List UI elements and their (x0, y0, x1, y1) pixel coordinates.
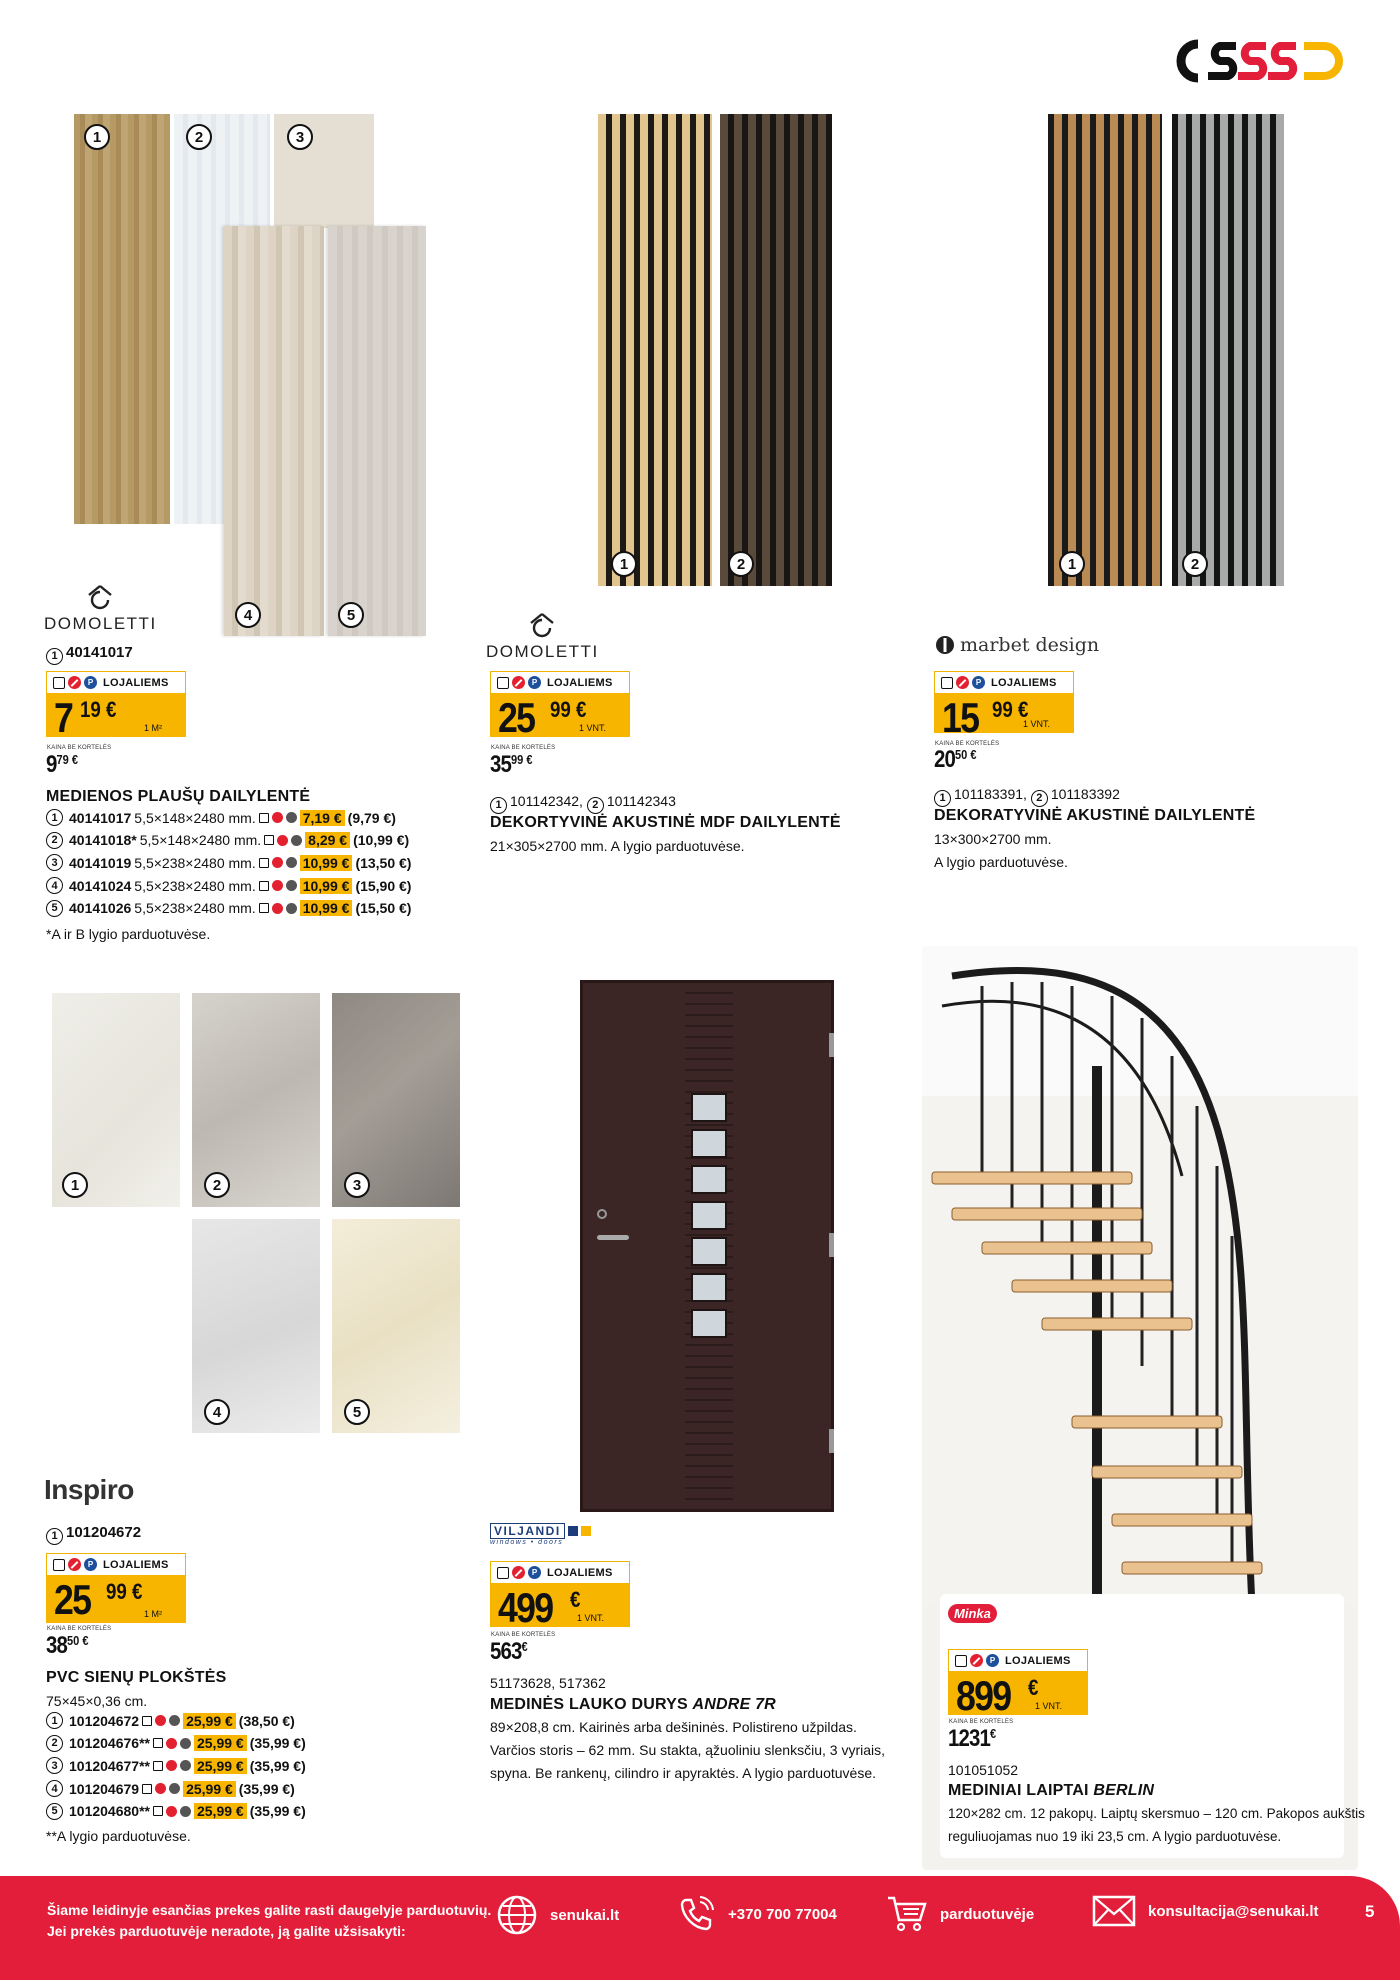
swatch-number: 2 (204, 1172, 230, 1198)
card-icon (153, 1761, 163, 1771)
viljandi-square-icon (568, 1526, 578, 1536)
brand-logo-minka: Minka (948, 1604, 997, 1623)
product-desc: 120×282 cm. 12 pakopų. Laiptų skersmuo – 120 cm. Pakopos aukštis (948, 1806, 1365, 1821)
variant-row (46, 854, 411, 871)
p-icon (286, 880, 297, 891)
product-title: MEDIENOS PLAUŠŲ DAILYLENTĖ (46, 788, 311, 805)
variant-row (46, 1780, 295, 1797)
variant-code: 40141018* (69, 832, 137, 849)
variant-code: 101204679 (69, 1780, 140, 1797)
variant-code: 40141019 (69, 854, 132, 871)
card-icon (941, 677, 953, 689)
variant-price: 25,99 € (194, 1803, 247, 1819)
product-desc: A lygio parduotuvėse. (934, 854, 1068, 870)
loyalty-header: P LOJALIEMS (46, 1553, 186, 1575)
price-unit: 1 VNT. (576, 1613, 604, 1623)
product-code: 1 101204672 (46, 1524, 141, 1545)
p-icon (286, 903, 297, 914)
swatch-grey (328, 226, 426, 636)
p-icon (286, 812, 297, 823)
variant-number: 1 (46, 1712, 63, 1729)
price-body (490, 1583, 630, 1631)
product-desc: spyna. Be rankenų, cilindro ir apyraktės. A lygio parduotuvėse. (490, 1765, 876, 1781)
swatch-number: 4 (204, 1399, 230, 1425)
no-icon (272, 812, 283, 823)
variant-price: 25,99 € (194, 1758, 247, 1774)
variant-price: 7,19 € (300, 810, 345, 826)
card-icon (153, 1738, 163, 1748)
price-unit: 1 VNT. (1034, 1701, 1062, 1711)
product-desc: reguliuojamas nuo 19 iki 23,5 cm. A lygio parduotuvėse. (948, 1829, 1282, 1844)
no-icon (166, 1738, 177, 1749)
price-integer: 25 (498, 694, 535, 741)
price-decimal: 19 (80, 697, 101, 722)
card-icon (955, 1655, 967, 1667)
card-icon (259, 813, 269, 823)
price-unit: 1 VNT. (1022, 719, 1050, 729)
variant-row (46, 832, 409, 849)
swatch-number: 1 (1059, 551, 1085, 577)
no-icon (512, 676, 525, 689)
marbet-mark-icon (935, 635, 955, 655)
no-card-label: KAINA BE KORTELĖS (47, 1626, 112, 1632)
variant-spec: 5,5×148×2480 mm. (134, 809, 256, 826)
availability-note: **A lygio parduotuvėse. (46, 1828, 191, 1844)
variant-number: 3 (46, 854, 63, 871)
card-icon (142, 1784, 152, 1794)
price-currency: € (1018, 697, 1029, 722)
variant-old-price: (9,79 €) (347, 809, 396, 826)
viljandi-square-icon (581, 1526, 591, 1536)
footer-email-link[interactable]: konsultacija@senukai.lt (1092, 1894, 1319, 1928)
variant-old-price: (35,99 €) (249, 1735, 306, 1752)
variant-old-price: (35,99 €) (249, 1803, 306, 1820)
brand-logo-inspiro: Inspiro (44, 1474, 134, 1505)
no-icon (155, 1783, 166, 1794)
product-code: 1 40141017 (46, 644, 133, 665)
variant-code: 40141024 (69, 877, 132, 894)
p-icon (286, 857, 297, 868)
price-decimal: 99 (106, 1579, 127, 1604)
product-desc: 13×300×2700 mm. (934, 831, 1052, 847)
brand-name: marbet design (960, 634, 1100, 656)
price-tag (46, 671, 186, 741)
no-icon (272, 880, 283, 891)
price-unit: 1 VNT. (578, 723, 606, 733)
variant-number: 2 (46, 1735, 63, 1752)
door-handle-icon (597, 1235, 629, 1240)
no-card-label: KAINA BE KORTELĖS (935, 741, 1000, 747)
hinge-icon (829, 1233, 834, 1257)
price-integer: 25 (54, 1576, 91, 1623)
spiral-stairs-image (922, 946, 1358, 1606)
swatch-number: 5 (338, 602, 364, 628)
price-decimal: 99 (550, 697, 571, 722)
swatch-oak (74, 114, 170, 524)
variant-row (46, 1712, 295, 1729)
no-card-label: KAINA BE KORTELĖS (491, 745, 556, 751)
price-body (46, 1575, 186, 1623)
no-icon (277, 835, 288, 846)
card-icon (259, 881, 269, 891)
old-price: $9^{79 €}$ (46, 751, 79, 778)
product-title: MEDINIAI LAIPTAI BERLIN (948, 1782, 1155, 1799)
card-icon (497, 1567, 509, 1579)
variant-price: 8,29 € (305, 832, 350, 848)
hinge-icon (829, 1033, 834, 1057)
no-icon (970, 1654, 983, 1667)
variant-row (46, 1735, 306, 1752)
swatch-number: 1 (62, 1172, 88, 1198)
p-icon (180, 1806, 191, 1817)
card-icon (264, 835, 274, 845)
loyalty-header: P LOJALIEMS (490, 671, 630, 693)
no-icon (512, 1566, 525, 1579)
product-codes: 51173628, 517362 (490, 1675, 606, 1691)
variant-number: 4 (46, 877, 63, 894)
no-icon (68, 676, 81, 689)
variant-code: 40141017 (69, 809, 132, 826)
variant-spec: 5,5×238×2480 mm. (134, 900, 256, 917)
no-icon (166, 1760, 177, 1771)
price-tag (46, 1553, 186, 1623)
house-icon (87, 584, 113, 612)
no-card-label: KAINA BE KORTELĖS (491, 1632, 556, 1638)
variant-price: 25,99 € (183, 1713, 236, 1729)
variant-code: 101204680** (69, 1803, 150, 1820)
variant-number: 2 (46, 832, 63, 849)
variant-code: 101204676** (69, 1735, 150, 1752)
brand-name: DOMOLETTI (486, 642, 599, 661)
variant-code: 101204677** (69, 1757, 150, 1774)
swatch-number: 3 (344, 1172, 370, 1198)
door-windows (691, 1093, 727, 1343)
p-icon: P (84, 1558, 97, 1571)
old-price: $20^{50 €}$ (934, 746, 977, 773)
variant-code: 101204672 (69, 1712, 140, 1729)
house-icon (529, 612, 555, 640)
lock-cylinder-icon (597, 1209, 607, 1219)
phone-icon (676, 1894, 716, 1934)
variant-number: 5 (46, 1803, 63, 1820)
brand-logo-domoletti (486, 612, 598, 662)
price-unit: 1 M² (144, 1609, 162, 1619)
envelope-icon (1092, 1894, 1136, 1928)
brand-name: DOMOLETTI (44, 614, 157, 633)
page-number: 5 (1365, 1902, 1375, 1921)
p-icon: P (986, 1654, 999, 1667)
variant-number: 5 (46, 900, 63, 917)
footer-web-link[interactable]: senukai.lt (496, 1894, 619, 1936)
price-integer: 15 (942, 694, 979, 741)
variant-spec: 5,5×238×2480 mm. (134, 854, 256, 871)
no-card-label: KAINA BE KORTELĖS (47, 745, 112, 751)
product-codes: 1 101183391, 2 101183392 (934, 783, 1120, 807)
product-spec: 75×45×0,36 cm. (46, 1693, 148, 1709)
price-body (948, 1671, 1088, 1719)
variant-price: 25,99 € (183, 1781, 236, 1797)
swatch-dark-slats (720, 114, 832, 586)
swatch-number: 2 (1182, 551, 1208, 577)
price-tag (490, 671, 630, 741)
swatch-wood-black-slats (1048, 114, 1162, 586)
p-icon (169, 1715, 180, 1726)
card-icon (142, 1716, 152, 1726)
price-currency: € (132, 1579, 143, 1604)
no-icon (166, 1806, 177, 1817)
price-body (934, 693, 1074, 741)
swatch-concrete-slats (1172, 114, 1284, 586)
loyalty-header: P LOJALIEMS (934, 671, 1074, 693)
price-body (490, 693, 630, 741)
variant-spec: 5,5×238×2480 mm. (134, 877, 256, 894)
old-price: $35^{99 €}$ (490, 751, 533, 778)
p-icon (180, 1760, 191, 1771)
no-card-label: KAINA BE KORTELĖS (949, 1719, 1014, 1725)
variant-price: 25,99 € (194, 1735, 247, 1751)
price-tag (934, 671, 1074, 741)
variant-row (46, 1803, 306, 1820)
footer-phone-link[interactable]: +370 700 77004 (676, 1894, 837, 1934)
loyalty-header: P LOJALIEMS (948, 1649, 1088, 1671)
product-desc: 21×305×2700 mm. A lygio parduotuvėse. (490, 838, 745, 854)
card-icon (497, 677, 509, 689)
footer-note: Šiame leidinyje esančias prekes galite rasti daugelyje parduotuvių. Jei prekės parduotuvėje neradote, ją galite užsisakyti: (47, 1902, 492, 1939)
price-tag (490, 1561, 630, 1631)
product-code: 101051052 (948, 1762, 1019, 1778)
swatch-number: 1 (611, 551, 637, 577)
variant-old-price: (35,99 €) (238, 1780, 295, 1797)
price-currency: € (576, 697, 587, 722)
cart-icon (886, 1894, 928, 1934)
price-currency: € (106, 697, 117, 722)
product-title: DEKORTYVINĖ AKUSTINĖ MDF DAILYLENTĖ (490, 814, 841, 831)
price-integer: 499 (498, 1584, 553, 1631)
swatch-oak-slats (598, 114, 712, 586)
variant-price: 10,99 € (300, 855, 353, 871)
brand-logo-domoletti (44, 584, 156, 634)
p-icon (291, 835, 302, 846)
swatch-number: 5 (344, 1399, 370, 1425)
p-icon (169, 1783, 180, 1794)
hinge-icon (829, 1429, 834, 1453)
old-price: $38^{50 €}$ (46, 1632, 89, 1659)
p-icon: P (528, 676, 541, 689)
product-title: DEKORATYVINĖ AKUSTINĖ DAILYLENTĖ (934, 807, 1256, 824)
footer-store-link[interactable]: parduotuvėje (886, 1894, 1034, 1934)
footer-bar (0, 1876, 1400, 1980)
variant-price: 10,99 € (300, 878, 353, 894)
no-icon (68, 1558, 81, 1571)
variant-old-price: (10,99 €) (353, 832, 410, 849)
variant-spec: 5,5×148×2480 mm. (139, 832, 262, 849)
variant-old-price: (13,50 €) (355, 854, 412, 871)
no-icon (956, 676, 969, 689)
product-desc: 89×208,8 cm. Kairinės arba dešininės. Polistireno užpildas. (490, 1719, 857, 1735)
variant-number: 3 (46, 1757, 63, 1774)
variant-row (46, 809, 396, 826)
price-decimal: 99 (992, 697, 1013, 722)
p-icon: P (84, 676, 97, 689)
loyalty-header: P LOJALIEMS (490, 1561, 630, 1583)
globe-icon (496, 1894, 538, 1936)
loyalty-header: P LOJALIEMS (46, 671, 186, 693)
price-tag (948, 1649, 1088, 1719)
card-icon (53, 677, 65, 689)
price-unit: 1 M² (144, 723, 162, 733)
brand-logo-viljandi: VILJANDI windows • doors (490, 1523, 591, 1546)
door-panel (580, 980, 834, 1512)
swatch-number: 2 (728, 551, 754, 577)
variant-row (46, 877, 411, 894)
brand-logo-marbet (935, 634, 1099, 656)
p-icon: P (972, 676, 985, 689)
card-icon (259, 858, 269, 868)
product-codes: 1 101142342, 2 101142343 (490, 790, 676, 814)
p-icon (180, 1738, 191, 1749)
no-icon (272, 857, 283, 868)
old-price: 1231€ (948, 1725, 997, 1752)
price-currency: € (1028, 1675, 1039, 1700)
variant-old-price: (35,99 €) (249, 1757, 306, 1774)
price-integer: 7 (54, 694, 73, 741)
variant-old-price: (15,50 €) (355, 900, 412, 917)
card-icon (153, 1806, 163, 1816)
price-body (46, 693, 186, 741)
variant-old-price: (38,50 €) (238, 1712, 295, 1729)
variant-row (46, 1757, 306, 1774)
price-currency: € (570, 1587, 581, 1612)
no-icon (272, 903, 283, 914)
swatch-number: 2 (186, 124, 212, 150)
variant-row (46, 900, 411, 917)
swatch-beige (224, 226, 324, 636)
swatch-number: 3 (287, 124, 313, 150)
variant-number: 1 (46, 809, 63, 826)
swatch-number: 4 (235, 602, 261, 628)
availability-note: *A ir B lygio parduotuvėse. (46, 926, 211, 942)
card-icon (53, 1559, 65, 1571)
variant-number: 4 (46, 1780, 63, 1797)
brand-subtitle: windows • doors (490, 1539, 564, 1546)
card-icon (259, 903, 269, 913)
variant-price: 10,99 € (300, 900, 353, 916)
p-icon: P (528, 1566, 541, 1579)
no-icon (155, 1715, 166, 1726)
old-price: 563€ (490, 1638, 528, 1665)
price-integer: 899 (956, 1672, 1011, 1719)
product-title: MEDINĖS LAUKO DURYS ANDRE 7R (490, 1696, 776, 1713)
product-title: PVC SIENŲ PLOKŠTĖS (46, 1669, 227, 1686)
variant-code: 40141026 (69, 900, 132, 917)
csssd-logo (1176, 38, 1354, 84)
swatch-number: 1 (84, 124, 110, 150)
product-desc: Varčios storis – 62 mm. Su stakta, ąžuoliniu slenksčiu, 3 vyriais, (490, 1742, 886, 1758)
variant-old-price: (15,90 €) (355, 877, 412, 894)
